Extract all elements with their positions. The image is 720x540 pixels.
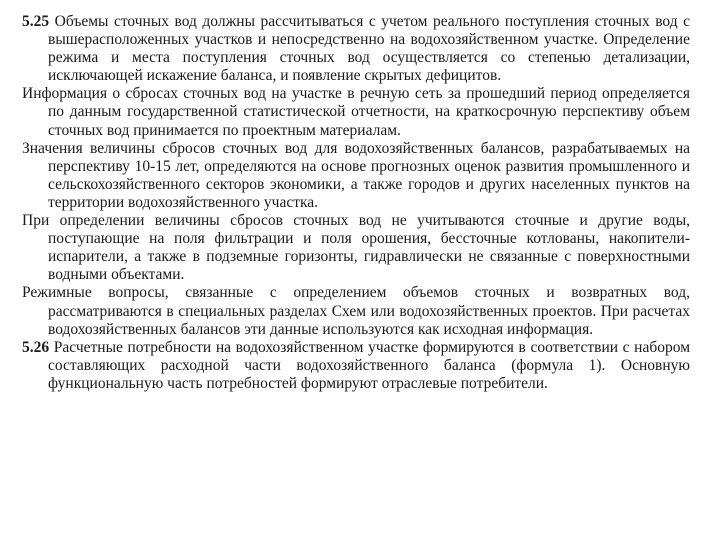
paragraph-text: Режимные вопросы, связанные с определением объемов сточных и возвратных вод, рассматриваются в специальных разделах Схем или водохозяйственных проектов. При расчетах водохозяйственных балансов эти данные используются как исходная информация. xyxy=(22,284,690,338)
paragraph-text: Значения величины сбросов сточных вод для водохозяйственных балансов, разрабатываемых на перспективу 10-15 лет, определяются на основе прогнозных оценок развития промышленного и сельскохозяйственного секторов экономики, а также городов и других населенных пунктов на территории водохозяйственного участка. xyxy=(22,139,690,211)
paragraph-discharge-info xyxy=(22,85,690,139)
section-number: 5.26 xyxy=(22,338,50,356)
document-body xyxy=(22,13,690,393)
paragraph-5-25 xyxy=(22,13,690,85)
paragraph-discharge-values xyxy=(22,140,690,212)
section-number: 5.25 xyxy=(22,13,50,30)
paragraph-regime-questions xyxy=(22,284,690,338)
paragraph-text: При определении величины сбросов сточных вод не учитываются сточные и другие воды, поступающие на поля фильтрации и поля орошения, бессточные котлованы, накопители-испарители, а также в подземные горизонты, гидравлически не связанные с поверхностными водными объектами. xyxy=(22,212,690,284)
paragraph-excluded-waters xyxy=(22,212,690,284)
paragraph-text: Информация о сбросах сточных вод на участке в речную сеть за прошедший период определяется по данным государственной статистической отчетности, на краткосрочную перспективу объем сточных вод принимается по проектным материалам. xyxy=(22,85,690,139)
paragraph-text: Расчетные потребности на водохозяйственном участке формируются в соответствии с набором составляющих расходной части водохозяйственного баланса (формула 1). Основную функциональную часть потребностей формируют отраслевые потребители. xyxy=(48,338,691,392)
paragraph-5-26 xyxy=(22,339,690,393)
paragraph-text: Объемы сточных вод должны рассчитываться с учетом реального поступления сточных вод с вышерасположенных участков и непосредственно на водохозяйственном участке. Определение режима и места поступления сточных вод осуществляется со степенью детализации, исключающей искажение баланса, и появление скрытых дефицитов. xyxy=(48,13,690,85)
